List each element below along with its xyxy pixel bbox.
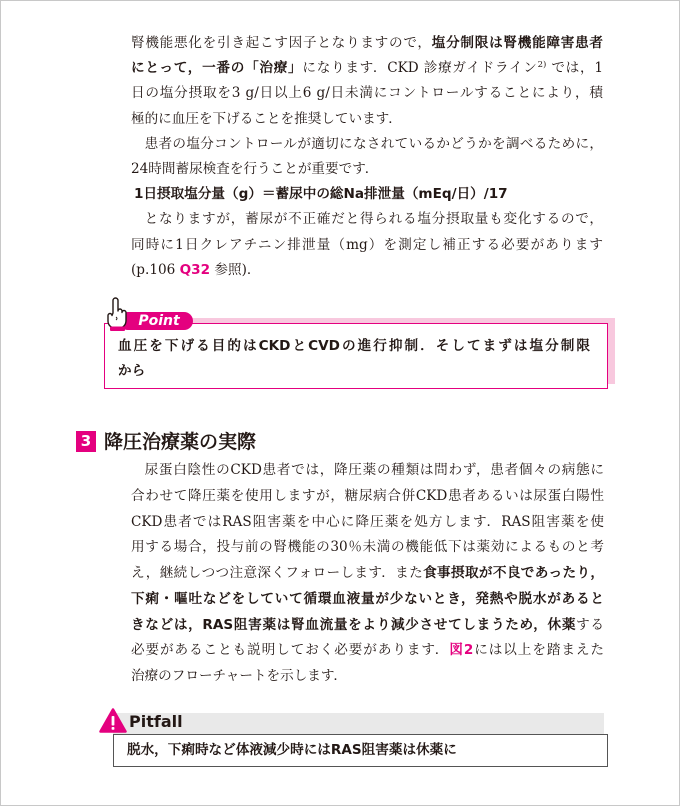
text-segment: になります．CKD 診療ガイドライン (302, 60, 538, 77)
body-line (131, 81, 603, 106)
pitfall-label: Pitfall (129, 712, 183, 731)
point-text: 血圧を下げる目的はCKDとCVDの進行抑制．そしてまずは塩分制限 (118, 338, 590, 354)
bold-text: 下痢・嘔吐などをしていて循環血液量が少ないとき，発熱や脱水があると (131, 590, 604, 607)
section-title: 降圧治療薬の実際 (104, 431, 257, 453)
body-line (131, 157, 603, 182)
point-box (104, 323, 608, 389)
citation-superscript: 2) (537, 60, 547, 71)
text-segment: 日の塩分摂取を3 g/日以上6 g/日未満にコントロールすることにより，積 (131, 85, 603, 102)
text-segment: 患者の塩分コントロールが適切になされているかどうかを調べるために， (144, 135, 603, 152)
text-segment: 用する場合，投与前の腎機能の30％未満の機能低下は薬効によるものと考 (131, 539, 604, 556)
text-segment: 合わせて降圧薬を使用しますが，糖尿病合併CKD患者あるいは尿蛋白陽性 (131, 487, 604, 504)
intro-text (131, 31, 603, 283)
text-segment: では，1 (546, 60, 603, 77)
body-line (131, 510, 604, 536)
point-line (118, 334, 590, 359)
pitfall-header-band (113, 713, 604, 734)
pitfall-box (113, 734, 608, 767)
body-line (131, 207, 603, 232)
text-segment: (p.106 (131, 261, 180, 278)
formula-line (131, 182, 603, 207)
text-segment: 尿蛋白陰性のCKD患者では，降圧薬の種類は問わず，患者個々の病態に (144, 462, 604, 478)
text-segment: 必要があることも説明しておく必要があります． (131, 642, 450, 659)
point-label: Point (119, 312, 193, 330)
text-segment: する (576, 616, 604, 633)
text-segment: CKD患者ではRAS阻害薬を中心に降圧薬を処方します．RAS阻害薬を使 (131, 513, 604, 530)
body-line (131, 664, 604, 690)
section-text (131, 458, 604, 690)
section-number: 3 (76, 431, 96, 452)
body-line (131, 613, 604, 639)
body-line (131, 535, 604, 561)
body-line (131, 107, 603, 132)
text-segment: 腎機能悪化を引き起こす因子となりますので， (131, 35, 432, 51)
text-segment: 治療のフローチャートを示します． (131, 668, 348, 684)
point-line (118, 359, 590, 384)
body-line (131, 132, 603, 157)
pointing-hand-icon (105, 296, 129, 336)
bold-text: きなどは，RAS阻害薬は腎血流量をより減少させてしまうため，休薬 (131, 616, 577, 633)
warning-icon (99, 707, 127, 738)
text-segment: となりますが，蓄尿が不正確だと得られる塩分摂取量も変化するので， (144, 211, 603, 228)
cross-reference: Q32 (179, 261, 211, 278)
text-segment: 極的に血圧を下げることを推奨しています． (131, 110, 402, 127)
text-segment: 24時間蓄尿検査を行うことが重要です． (131, 160, 379, 177)
bold-text: 食事摂取が不良であったり， (423, 565, 604, 581)
formula: 1日摂取塩分量（g）＝蓄尿中の総Na排泄量（mEq/日）/17 (134, 186, 508, 203)
body-line (131, 233, 603, 258)
body-line (131, 458, 604, 484)
text-segment: 参照)． (210, 261, 261, 278)
pitfall-text: 脱水，下痢時など体液減少時にはRAS阻害薬は休薬に (127, 742, 457, 758)
body-line (131, 31, 603, 56)
bold-text: にとって，一番の「治療」 (131, 60, 303, 77)
body-line (131, 56, 603, 81)
body-line (131, 587, 604, 613)
text-segment: には以上を踏まえた (473, 642, 604, 659)
body-line (131, 638, 604, 664)
figure-reference: 図2 (449, 642, 474, 659)
body-line (131, 484, 604, 510)
body-line (131, 258, 603, 283)
text-segment: え，継続しつつ注意深くフォローします．また (131, 565, 424, 581)
bold-text: 塩分制限は腎機能障害患者 (431, 35, 603, 51)
text-segment: 同時に1日クレアチニン排泄量（mg）を測定し補正する必要があります (131, 236, 603, 253)
point-text: から (118, 363, 146, 379)
body-line (131, 561, 604, 587)
